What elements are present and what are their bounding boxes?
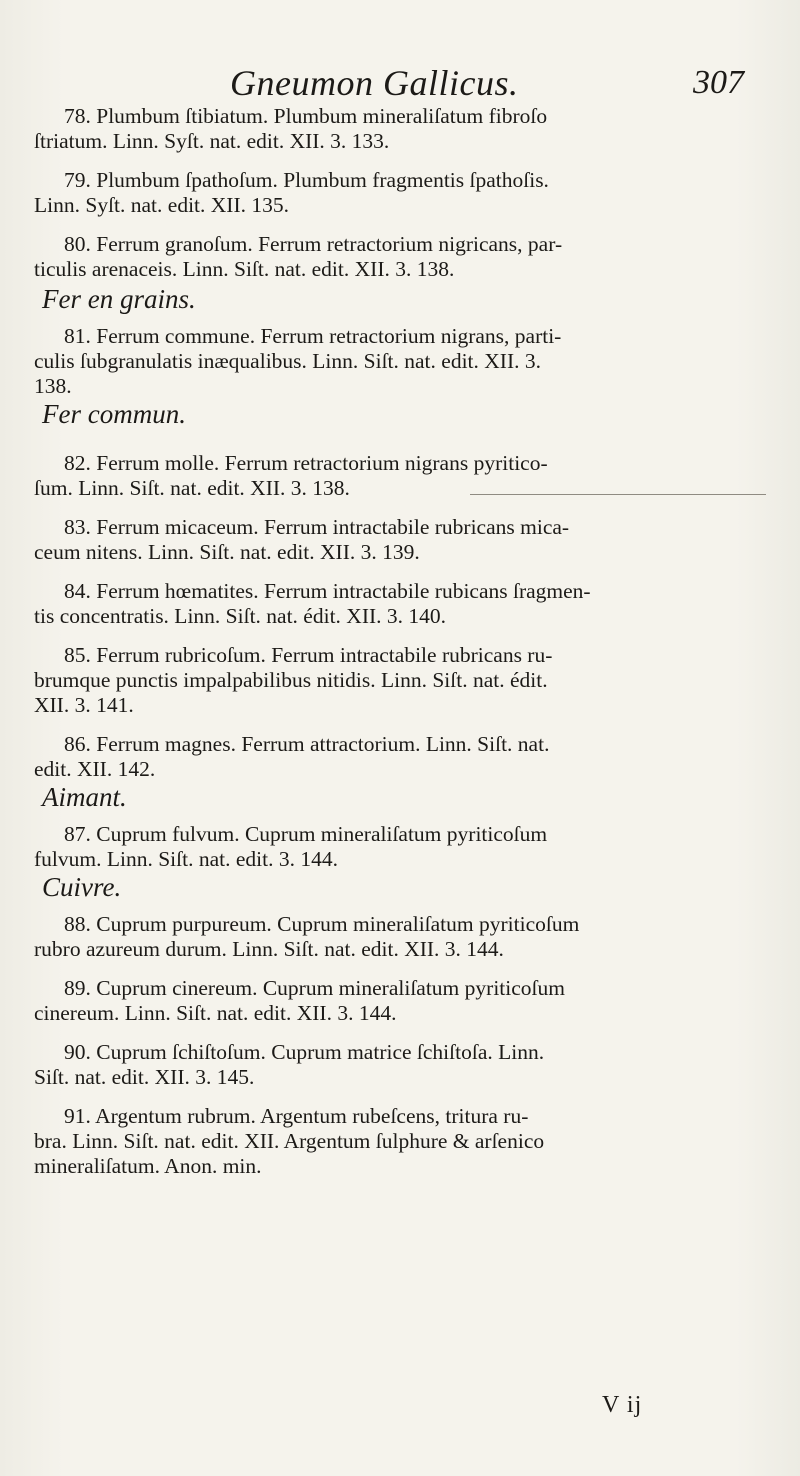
entry-90: 90. Cuprum ſchiſtoſum. Cuprum matrice ſchiſtoſa. Linn. Siſt. nat. edit. XII. 3. 145. bbox=[34, 1040, 545, 1089]
entry-80: 80. Ferrum granoſum. Ferrum retractorium nigricans, par- ticulis arenaceis. Linn. Siſt. nat. edit. XII. 3. 138. bbox=[34, 232, 563, 281]
entry-81: 81. Ferrum commune. Ferrum retractorium nigrans, parti- culis ſubgranulatis inæqualibus. Linn. Siſt. nat. edit. XII. 3. 138. bbox=[34, 324, 562, 398]
french-name-aimant: Aimant. bbox=[42, 782, 127, 812]
signature-mark: V ij bbox=[602, 1392, 643, 1418]
entry-78: 78. Plumbum ſtibiatum. Plumbum mineraliſatum fibroſo ſtriatum. Linn. Syſt. nat. edit. XII. 3. 133. bbox=[34, 104, 548, 153]
entry-83: 83. Ferrum micaceum. Ferrum intractabile rubricans mica- ceum nitens. Linn. Siſt. nat. edit. XII. 3. 139. bbox=[34, 515, 570, 564]
entry-91: 91. Argentum rubrum. Argentum rubeſcens, tritura ru- bra. Linn. Siſt. nat. edit. XII. Argentum ſulphure & arſenico mineraliſatum. Anon. min. bbox=[34, 1104, 545, 1178]
french-name-cuivre: Cuivre. bbox=[42, 872, 122, 902]
entry-84: 84. Ferrum hœmatites. Ferrum intractabile rubicans ſragmen- tis concentratis. Linn. Siſt. nat. édit. XII. 3. 140. bbox=[34, 579, 591, 628]
entries-list bbox=[34, 104, 760, 1193]
entry-88: 88. Cuprum purpureum. Cuprum mineraliſatum pyriticoſum rubro azureum durum. Linn. Siſt. nat. edit. XII. 3. 144. bbox=[34, 912, 580, 961]
entry-86: 86. Ferrum magnes. Ferrum attractorium. Linn. Siſt. nat. edit. XII. 142. bbox=[34, 732, 550, 781]
french-name-fer-en-grains: Fer en grains. bbox=[42, 284, 196, 314]
running-title: Gneumon Gallicus. bbox=[230, 63, 519, 103]
entry-89: 89. Cuprum cinereum. Cuprum mineraliſatum pyriticoſum cinereum. Linn. Siſt. nat. edit. XII. 3. 144. bbox=[34, 976, 565, 1025]
page-header bbox=[0, 62, 800, 110]
page-number: 307 bbox=[693, 64, 744, 101]
entry-82: 82. Ferrum molle. Ferrum retractorium nigrans pyritico- ſum. Linn. Siſt. nat. edit. XII. 3. 138. bbox=[34, 451, 548, 500]
french-name-fer-commun: Fer commun. bbox=[42, 399, 186, 429]
entry-87: 87. Cuprum fulvum. Cuprum mineraliſatum pyriticoſum fulvum. Linn. Siſt. nat. edit. 3. 144. bbox=[34, 822, 548, 871]
entry-79: 79. Plumbum ſpathoſum. Plumbum fragmentis ſpathoſis. Linn. Syſt. nat. edit. XII. 135. bbox=[34, 168, 549, 217]
entry-85: 85. Ferrum rubricoſum. Ferrum intractabile rubricans ru- brumque punctis impalpabilibus nitidis. Linn. Siſt. nat. édit. XII. 3. 141. bbox=[34, 643, 553, 717]
